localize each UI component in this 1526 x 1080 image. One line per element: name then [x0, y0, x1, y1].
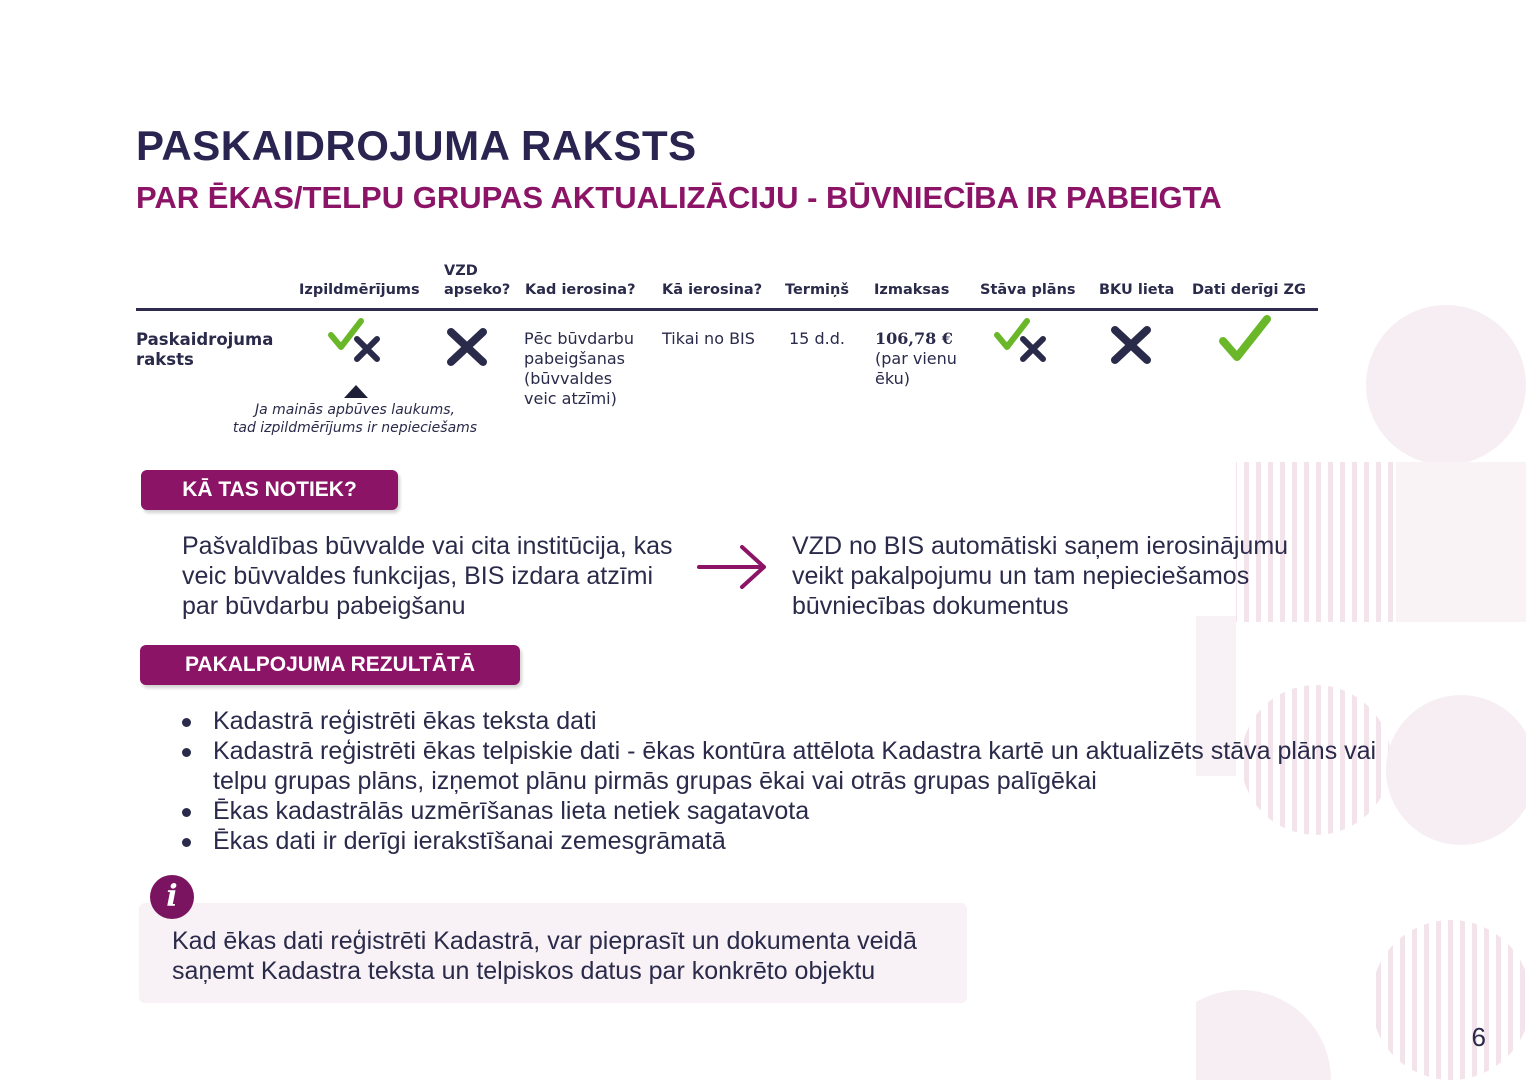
page-subtitle: PAR ĒKAS/TELPU GRUPAS AKTUALIZĀCIJU - BŪVNIECĪBA IR PABEIGTA	[136, 180, 1222, 215]
page-number: 6	[1471, 1022, 1486, 1052]
header-ka-ierosina: Kā ierosina?	[662, 282, 763, 298]
izpildmerijums-note: Ja mainās apbūves laukums, tad izpildmērījums ir nepieciešams	[232, 402, 478, 436]
cross-icon	[446, 327, 488, 367]
section-label-pakalpojuma-rezultata: PAKALPOJUMA REZULTĀTĀ	[140, 645, 520, 685]
header-vzd-line1: VZD	[444, 263, 478, 279]
header-stava-plans: Stāva plāns	[980, 282, 1076, 298]
header-izmaksas: Izmaksas	[874, 282, 950, 298]
result-list	[180, 706, 1393, 856]
info-text: Kad ēkas dati reģistrēti Kadastrā, var pieprasīt un dokumenta veidā saņemt Kadastra teksta un telpiskos datus par konkrēto objektu	[172, 927, 917, 985]
table-divider	[136, 308, 1318, 311]
header-kad-ierosina: Kad ierosina?	[525, 282, 636, 298]
list-item: Ēkas kadastrālās uzmērīšanas lieta netiek sagatavota	[180, 796, 1393, 826]
cross-icon-bku	[1110, 325, 1152, 365]
row-termins: 15 d.d.	[789, 329, 845, 348]
list-item: Kadastrā reģistrēti ēkas teksta dati	[180, 706, 1393, 736]
header-vzd-line2: apseko?	[444, 282, 511, 298]
section-label-ka-tas-notiek: KĀ TAS NOTIEK?	[141, 470, 398, 510]
process-right-text: VZD no BIS automātiski saņem ierosinājumu veikt pakalpojumu un tam nepieciešamos būvniecības dokumentus	[792, 532, 1289, 620]
arrow-right-icon	[696, 543, 770, 591]
table-header	[0, 262, 1526, 302]
check-cross-icon	[327, 317, 387, 369]
header-dati-derigi: Dati derīgi ZG	[1192, 282, 1306, 298]
process-left-text: Pašvaldības būvvalde vai cita institūcija, kas veic būvvaldes funkcijas, BIS izdara atzīmi par būvdarbu pabeigšanu	[182, 532, 673, 620]
page-title: PASKAIDROJUMA RAKSTS	[136, 122, 697, 169]
row-ka-ierosina: Tikai no BIS	[662, 329, 755, 348]
triangle-pointer-icon	[344, 385, 368, 398]
list-item: Ēkas dati ir derīgi ierakstīšanai zemesgrāmatā	[180, 826, 1393, 856]
row-kad-ierosina: Pēc būvdarbu pabeigšanas (būvvaldes veic atzīmi)	[524, 329, 634, 408]
row-izmaksas: 106,78 € (par vienu ēku)	[875, 329, 957, 388]
row-name: Paskaidrojuma raksts	[136, 330, 274, 369]
info-icon: i	[150, 875, 194, 919]
header-izpildmerijums: Izpildmērījums	[299, 282, 420, 298]
header-termins: Termiņš	[785, 282, 849, 298]
header-bku-lieta: BKU lieta	[1099, 282, 1175, 298]
price-value: 106,78 €	[875, 329, 953, 348]
check-cross-icon-stava	[993, 317, 1053, 369]
list-item: Kadastrā reģistrēti ēkas telpiskie dati - ēkas kontūra attēlota Kadastra kartē un aktualizēts stāva plāns vai telpu grupas plāns, izņemot plānu pirmās grupas ēkai vai otrās grupas palīgēkai	[180, 736, 1393, 796]
check-icon	[1217, 313, 1273, 365]
